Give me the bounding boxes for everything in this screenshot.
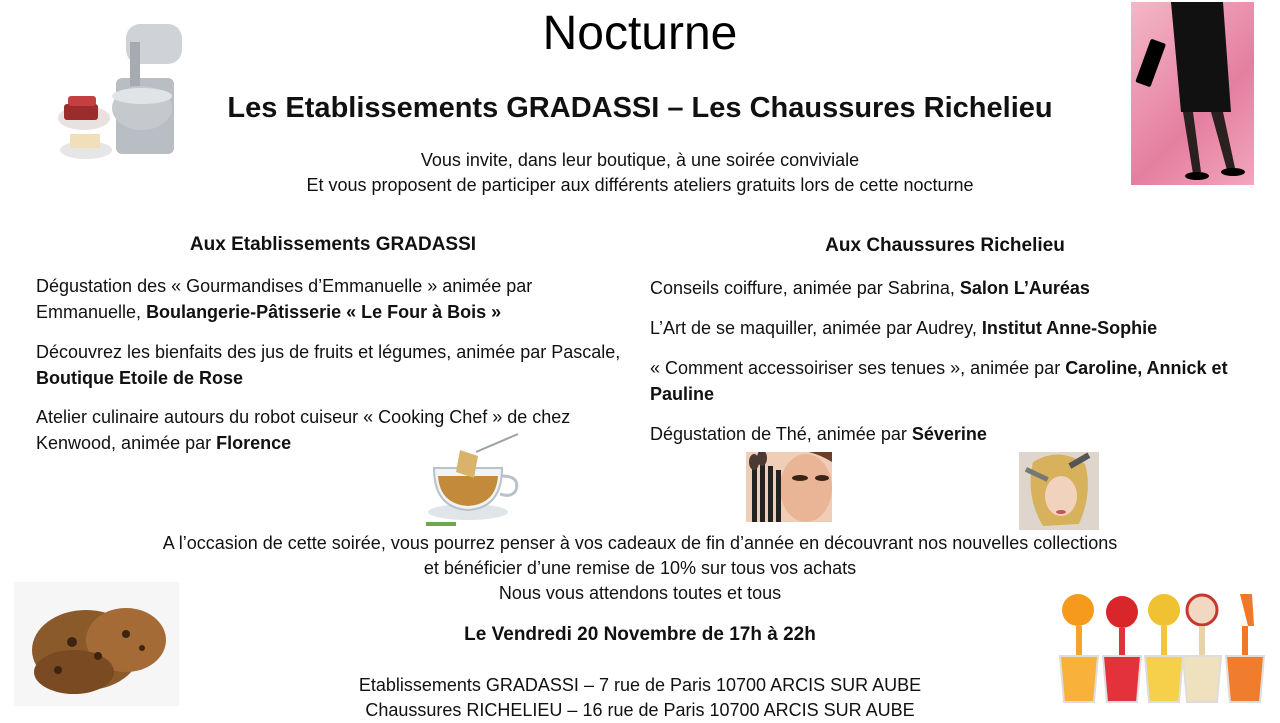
stand-mixer-image bbox=[56, 16, 186, 164]
left-item-1-bold: Boulangerie-Pâtisserie « Le Four à Bois » bbox=[146, 302, 502, 322]
left-item-3 bbox=[36, 404, 630, 456]
left-item-2-text: Découvrez les bienfaits des jus de fruits et légumes, animée par Pascale, bbox=[36, 342, 621, 362]
event-date: Le Vendredi 20 Novembre de 17h à 22h bbox=[464, 624, 816, 645]
left-item-1-text: Dégustation des « Gourmandises d’Emmanuelle » animée par Emmanuelle, bbox=[36, 276, 533, 322]
right-item-2 bbox=[650, 315, 1250, 341]
left-item-2-bold: Boutique Etoile de Rose bbox=[36, 368, 244, 388]
right-item-4 bbox=[650, 421, 1250, 447]
right-item-3-text: « Comment accessoiriser ses tenues », animée par bbox=[650, 358, 1066, 378]
left-column-heading: Aux Etablissements GRADASSI bbox=[189, 234, 477, 255]
right-item-1-text: Conseils coiffure, animée par Sabrina, bbox=[650, 278, 960, 298]
fruit-juice-image bbox=[1056, 590, 1268, 706]
right-item-2-text: L’Art de se maquiller, animée par Audrey, bbox=[650, 318, 982, 338]
subtitle: Les Etablissements GRADASSI – Les Chaussures Richelieu bbox=[227, 92, 1053, 124]
right-item-1-bold: Salon L’Auréas bbox=[959, 278, 1090, 298]
left-item-1 bbox=[36, 273, 630, 325]
intro bbox=[0, 148, 1280, 198]
left-item-3-text: Atelier culinaire autours du robot cuiseur « Cooking Chef » de chez Kenwood, animée par bbox=[36, 407, 571, 453]
intro-line-1: Vous invite, dans leur boutique, à une soirée conviviale bbox=[420, 150, 860, 170]
left-item-2 bbox=[36, 339, 630, 391]
intro-line-2: Et vous proposent de participer aux différents ateliers gratuits lors de cette nocturne bbox=[306, 175, 974, 195]
left-item-3-bold: Florence bbox=[216, 433, 292, 453]
right-column-heading: Aux Chaussures Richelieu bbox=[825, 235, 1065, 256]
right-item-3 bbox=[650, 355, 1250, 407]
address-richelieu: Chaussures RICHELIEU – 16 rue de Paris 10700 ARCIS SUR AUBE bbox=[365, 700, 915, 720]
address-gradassi: Etablissements GRADASSI – 7 rue de Paris 10700 ARCIS SUR AUBE bbox=[358, 675, 922, 695]
page-title: Nocturne bbox=[542, 7, 738, 60]
right-item-1 bbox=[650, 275, 1250, 301]
hairdresser-image bbox=[1019, 452, 1099, 530]
tea-cup-image bbox=[420, 432, 528, 528]
bread-image bbox=[14, 582, 179, 706]
footer-line-1: A l’occasion de cette soirée, vous pourrez penser à vos cadeaux de fin d’année en découvrant nos nouvelles collections bbox=[162, 533, 1118, 553]
right-item-3-bold: Caroline, Annick et Pauline bbox=[650, 358, 1228, 404]
footer-line-2: et bénéficier d’une remise de 10% sur tous vos achats bbox=[423, 558, 857, 578]
footer-line-3: Nous vous attendons toutes et tous bbox=[498, 583, 782, 603]
right-item-4-bold: Séverine bbox=[911, 424, 987, 444]
makeup-brushes-image bbox=[746, 452, 832, 522]
right-item-4-text: Dégustation de Thé, animée par bbox=[650, 424, 912, 444]
right-item-2-bold: Institut Anne-Sophie bbox=[981, 318, 1158, 338]
fashion-legs-image bbox=[1131, 2, 1254, 185]
